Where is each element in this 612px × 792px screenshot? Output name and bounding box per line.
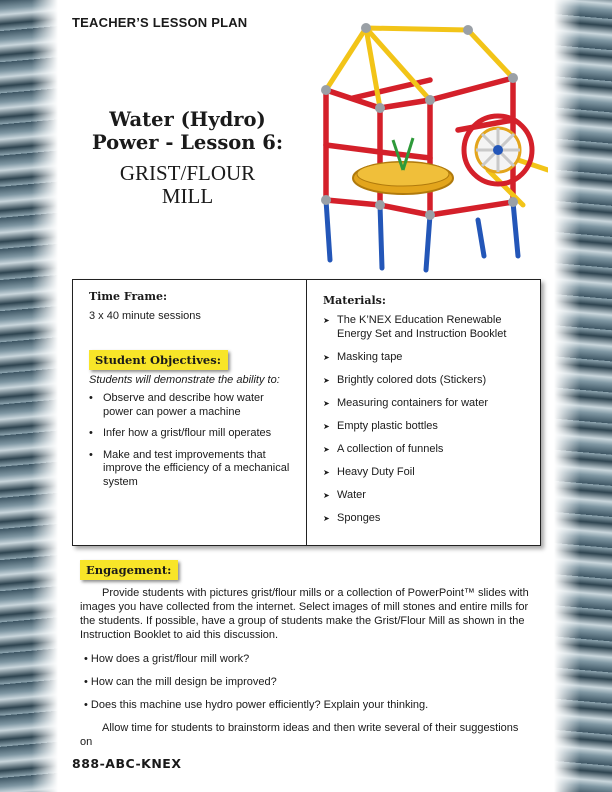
lesson-title xyxy=(80,108,295,208)
right-column xyxy=(307,280,540,545)
material-item: ➤ Sponges xyxy=(323,512,530,526)
question-list xyxy=(80,652,532,712)
material-item: ➤ The K’NEX Education Renewable Energy Set and Instruction Booklet xyxy=(323,314,530,341)
material-item: ➤ Measuring containers for water xyxy=(323,397,530,411)
subtitle-line-2: MILL xyxy=(161,184,214,208)
material-item: ➤ Water xyxy=(323,489,530,503)
left-water-border xyxy=(0,0,58,792)
material-item: ➤ A collection of funnels xyxy=(323,443,530,457)
objectives-intro: Students will demonstrate the ability to: xyxy=(89,374,280,386)
title-line-2: Power - Lesson 6: xyxy=(91,131,284,154)
header-label: TEACHER’S LESSON PLAN xyxy=(72,15,248,30)
material-item: ➤ Brightly colored dots (Stickers) xyxy=(323,374,530,388)
question-item: • How does a grist/flour mill work? xyxy=(84,653,250,665)
knex-mill-model-icon xyxy=(308,20,548,276)
objectives-list xyxy=(89,392,296,489)
footer-phone: 888-ABC-KNEX xyxy=(72,756,182,771)
objective-item: • Observe and describe how water power can power a machine xyxy=(89,392,296,419)
objectives-heading: Student Objectives: xyxy=(89,350,228,370)
question-item: • Does this machine use hydro power efficiently? Explain your thinking. xyxy=(84,699,429,711)
title-line-1: Water (Hydro) xyxy=(109,108,266,131)
lesson-info-box xyxy=(72,279,541,546)
materials-heading: Materials: xyxy=(323,294,386,307)
material-item: ➤ Masking tape xyxy=(323,351,530,365)
engagement-paragraph: Provide students with pictures grist/flour mills or a collection of PowerPoint™ slides with images you have collected from the internet. Select images of mill stones and entire mills for the students. If possible, have a group of students make the Grist/Flour Mill as shown in the Instruction Booklet to aid this discussion. xyxy=(80,587,529,641)
subtitle-line-1: GRIST/FLOUR xyxy=(119,161,256,185)
brainstorm-paragraph: Allow time for students to brainstorm ideas and then write several of their suggestions on xyxy=(80,722,519,748)
engagement-section xyxy=(80,560,532,749)
left-column xyxy=(73,280,307,545)
material-item: ➤ Heavy Duty Foil xyxy=(323,466,530,480)
objective-item: • Make and test improvements that improve the efficiency of a mechanical system xyxy=(89,449,296,490)
material-item: ➤ Empty plastic bottles xyxy=(323,420,530,434)
materials-list xyxy=(323,314,530,525)
objective-item: • Infer how a grist/flour mill operates xyxy=(89,427,296,441)
time-frame-value: 3 x 40 minute sessions xyxy=(89,310,201,322)
right-water-border xyxy=(554,0,612,792)
time-frame-heading: Time Frame: xyxy=(89,290,168,303)
question-item: • How can the mill design be improved? xyxy=(84,676,277,688)
engagement-heading: Engagement: xyxy=(80,560,178,580)
